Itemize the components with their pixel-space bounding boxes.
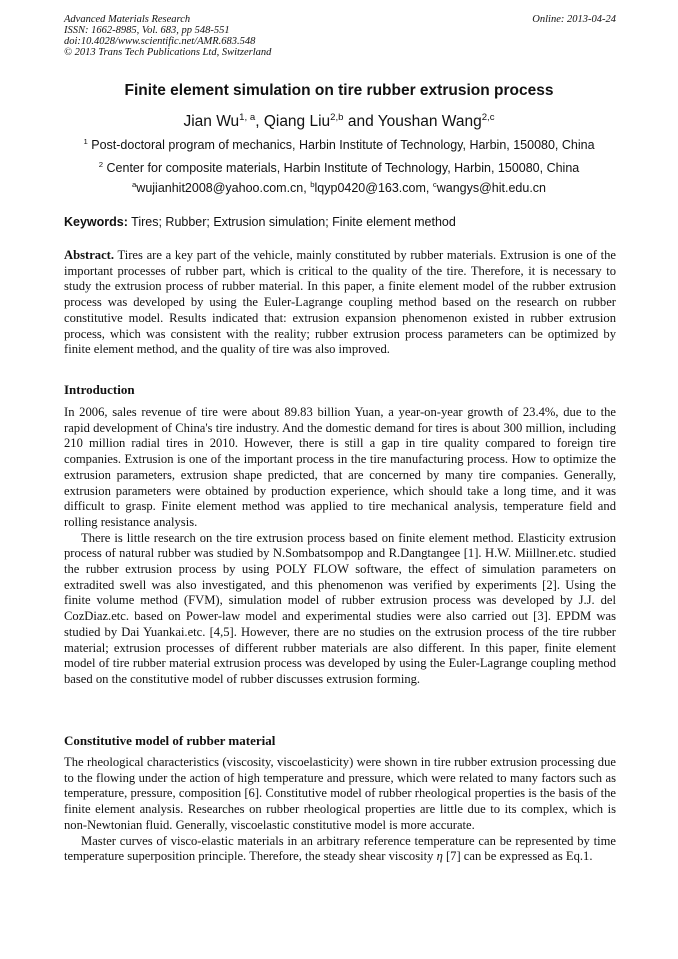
introduction-body: [64, 405, 616, 688]
paragraph: [64, 834, 616, 865]
paragraph: The rheological characteristics (viscosity, viscoelasticity) were shown in tire rubber extrusion processing due to the flowing under the action of high temperature and pressure, which were related to many factors such as temperature, pressure, composition [6]. Constitutive model of rubber rheological properties is the basis of the finite element analysis. Researches on rubber rheological properties are little due to its complex, which is non-Newtonian fluid. Generally, viscoelastic constitutive model is more accurate.: [64, 755, 616, 832]
author-superscript: 1, a: [239, 111, 256, 123]
author-name: Jian Wu: [183, 113, 240, 130]
paragraph: There is little research on the tire extrusion process based on finite element method. Elasticity extrusion process of natural rubber was studied by N.Sombatsompop and R.Dangtangee [1]. H.W. Miillner.etc. studied the rubber extrusion process by using POLY FLOW software, the effect of simulation parameters on extradited swell was also investigated, and this phenomenon was verified by experiments [2]. Using the finite volume method (FVM), simulation model of rubber extrusion process was developed by J.J. del CozDiaz.etc. based on Power-law model and experimental studies were also carried out [3]. EPDM was studied by Dai Yuankai.etc. [4,5]. However, there are no studies on the extrusion process of the tire rubber material; extrusion processes of different rubber materials are also different. In this paper, finite element model of tire rubber material extrusion process was developed by using the Euler-Lagrange coupling method based on the constitutive model of rubber discusses extrusion forming.: [64, 530, 616, 686]
affiliation-2: [0, 161, 678, 175]
constitutive-body: [64, 755, 616, 865]
email-marker: b: [310, 179, 315, 189]
abstract-label: Abstract.: [64, 248, 115, 262]
journal-issn: ISSN: 1662-8985, Vol. 683, pp 548-551: [64, 25, 230, 36]
keywords-label: Keywords:: [64, 215, 128, 229]
online-date: Online: 2013-04-24: [532, 14, 616, 25]
journal-doi: doi:10.4028/www.scientific.net/AMR.683.548: [64, 36, 256, 47]
email-address: wujianhit2008@yahoo.com.cn,: [136, 181, 311, 195]
author-name: Youshan Wang: [377, 113, 482, 130]
keywords: [64, 215, 616, 229]
email-marker: c: [432, 179, 437, 189]
affiliation-marker: 2: [98, 159, 104, 169]
abstract-text: Tires are a key part of the vehicle, mainly constituted by rubber materials. Extrusion is one of the important processes of rubber part, which is critical to the quality of the tire. Therefore, it is necessary to study the extrusion process of rubber material. In this paper, a finite element model of the rubber extrusion process was developed by using the Euler-Lagrange coupling method based on the research on rubber constitutive model. Results indicated that: extrusion expansion phenomenon existed in rubber extrusion process, which was consistent with the reality; rubber extrusion process parameters can be optimized by finite element method, and the quality of tire was also improved.: [64, 248, 616, 357]
affiliation-text: Post-doctoral program of mechanics, Harbin Institute of Technology, Harbin, 150080, China: [91, 138, 595, 152]
email-address: wangys@hit.edu.cn: [436, 181, 546, 195]
author-separator: and: [343, 113, 378, 130]
journal-header: [64, 14, 616, 58]
author-name: Qiang Liu: [263, 113, 331, 130]
section-heading-constitutive: Constitutive model of rubber material: [64, 733, 276, 748]
affiliation-marker: 1: [83, 136, 88, 146]
abstract: [64, 248, 616, 358]
paragraph-text: Master curves of visco-elastic materials in an arbitrary reference temperature can be represented by time temperature superposition principle. Therefore, the steady shear viscosity: [64, 833, 616, 864]
affiliation-text: Center for composite materials, Harbin Institute of Technology, Harbin, 150080, China: [106, 161, 580, 175]
author-emails: [0, 181, 678, 195]
email-address: lqyp0420@163.com,: [314, 181, 433, 195]
author-list: [0, 113, 678, 131]
keywords-text: Tires; Rubber; Extrusion simulation; Finite element method: [127, 215, 456, 229]
email-marker: a: [131, 179, 137, 189]
author-separator: ,: [255, 113, 264, 130]
paragraph-text: [7] can be expressed as Eq.1.: [442, 849, 593, 864]
affiliation-1: [0, 138, 678, 152]
eta-symbol: η: [436, 849, 443, 864]
journal-copyright: © 2013 Trans Tech Publications Ltd, Switzerland: [64, 47, 272, 58]
journal-name: Advanced Materials Research: [64, 14, 191, 25]
section-heading-introduction: Introduction: [64, 382, 135, 397]
paper-title: Finite element simulation on tire rubber extrusion process: [124, 82, 554, 99]
paragraph: In 2006, sales revenue of tire were about 89.83 billion Yuan, a year-on-year growth of 23.4%, due to the rapid development of China's tire industry. And the domestic demand for tires is about 300 million, including 210 million radial tires in 2010. However, there is still a gap in tire quality compared to foreign tire companies. Extrusion is one of the important process in the tire manufacturing process. How to optimize the extrusion parameters, extrusion shape predicted, that are concerned by many tire companies. Generally, extrusion parameters were obtained by production experience, which should take a long time, and it was difficult to grasp. Finite element method was applied to tire mechanical analysis, temperature field and rolling resistance analysis.: [64, 405, 616, 529]
author-superscript: 2,b: [330, 111, 344, 123]
author-superscript: 2,c: [481, 111, 495, 123]
